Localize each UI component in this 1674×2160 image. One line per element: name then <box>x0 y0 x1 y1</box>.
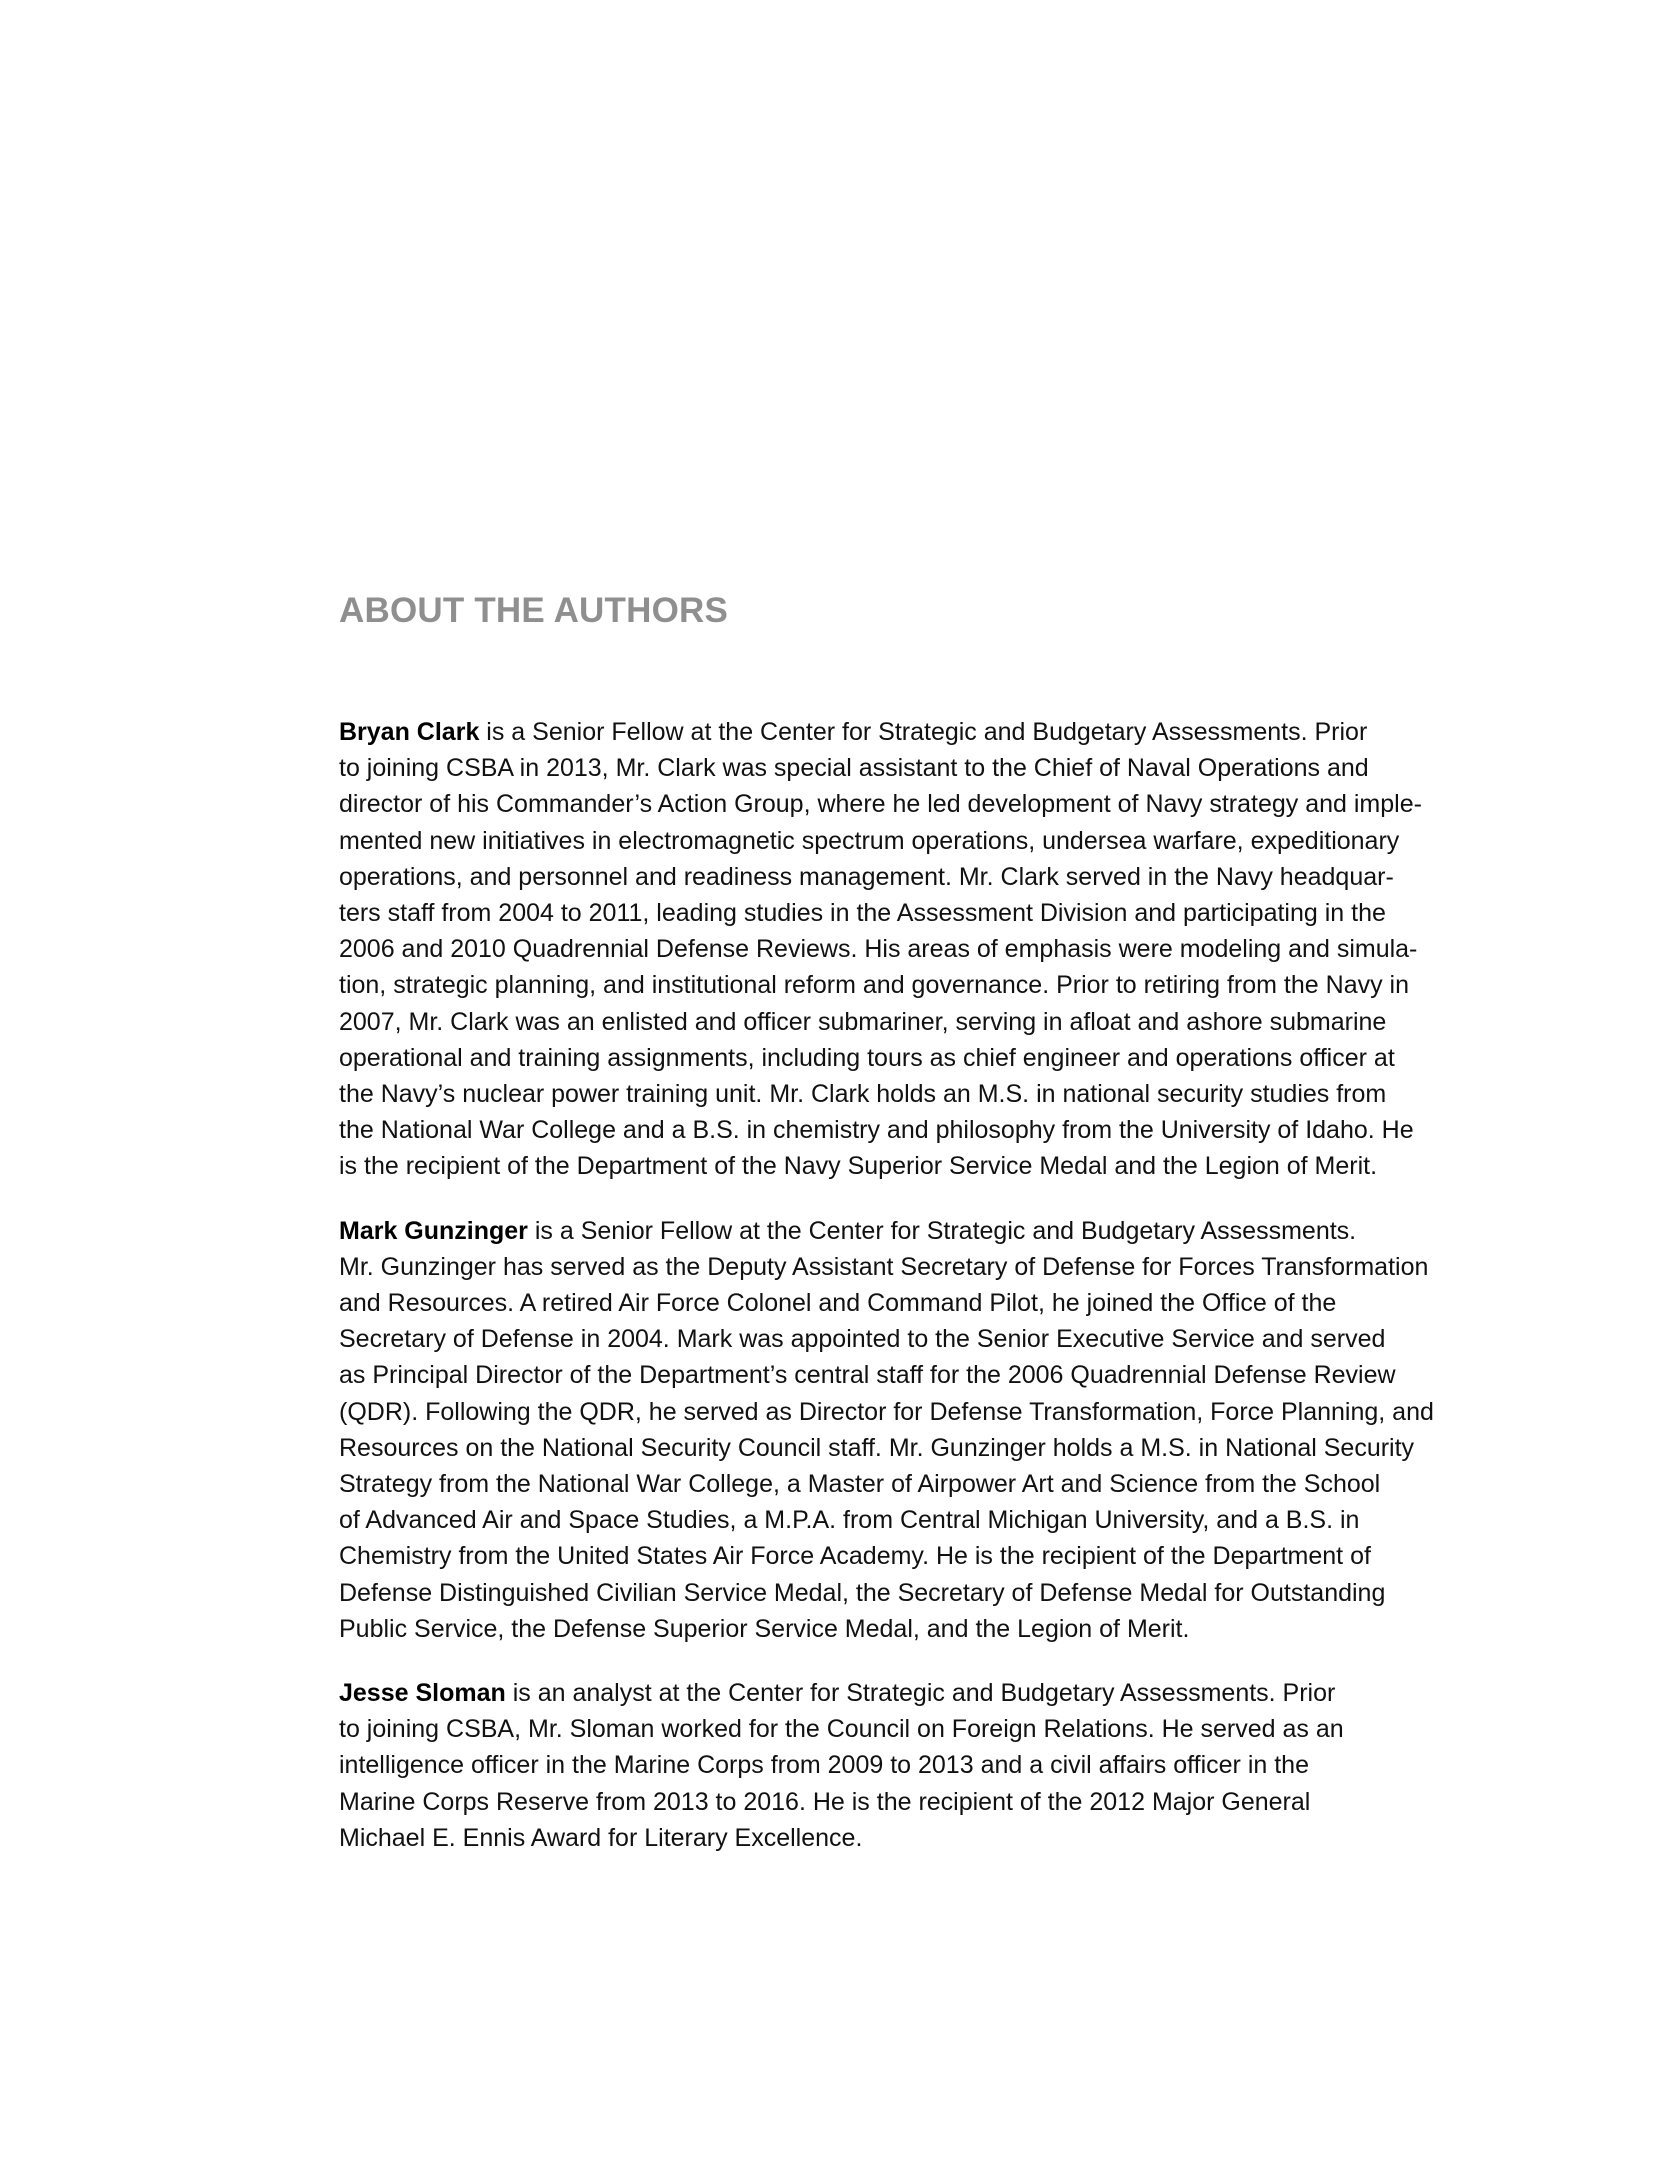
bio-line: to joining CSBA, Mr. Sloman worked for the Council on Foreign Relations. He served as an <box>339 1715 1344 1744</box>
bio-line: director of his Commander’s Action Group, where he led development of Navy strategy and imple- <box>339 790 1422 819</box>
author-name: Bryan Clark <box>339 718 480 746</box>
bio-text: is a Senior Fellow at the Center for Strategic and Budgetary Assessments. Prior <box>479 718 1368 746</box>
bio-line: as Principal Director of the Department’s central staff for the 2006 Quadrennial Defense Review <box>339 1361 1396 1390</box>
author-bio-mark-gunzinger <box>339 1213 1529 1647</box>
bio-line: mented new initiatives in electromagnetic spectrum operations, undersea warfare, expeditionary <box>339 826 1400 855</box>
bio-line: Chemistry from the United States Air Force Academy. He is the recipient of the Department of <box>339 1542 1371 1571</box>
bio-line: intelligence officer in the Marine Corps from 2009 to 2013 and a civil affairs officer in the <box>339 1751 1309 1780</box>
bio-line <box>339 1675 1529 1711</box>
bio-line: 2006 and 2010 Quadrennial Defense Reviews. His areas of emphasis were modeling and simula- <box>339 935 1418 964</box>
author-bio-jesse-sloman <box>339 1675 1529 1856</box>
section-heading: ABOUT THE AUTHORS <box>339 591 729 630</box>
bio-line: ters staff from 2004 to 2011, leading studies in the Assessment Division and participating in the <box>339 899 1386 928</box>
bio-line: operations, and personnel and readiness management. Mr. Clark served in the Navy headquar- <box>339 862 1394 891</box>
bio-line: Defense Distinguished Civilian Service Medal, the Secretary of Defense Medal for Outstanding <box>339 1578 1386 1607</box>
author-name: Mark Gunzinger <box>339 1216 528 1245</box>
author-name: Jesse Sloman <box>339 1679 506 1708</box>
bio-line: 2007, Mr. Clark was an enlisted and officer submariner, serving in afloat and ashore submarine <box>339 1007 1387 1036</box>
bio-line: Resources on the National Security Council staff. Mr. Gunzinger holds a M.S. in National Security <box>339 1433 1415 1462</box>
bio-line: the National War College and a B.S. in chemistry and philosophy from the University of Idaho. He <box>339 1116 1414 1145</box>
bio-line: of Advanced Air and Space Studies, a M.P.A. from Central Michigan University, and a B.S. in <box>339 1506 1360 1535</box>
bio-text: is a Senior Fellow at the Center for Strategic and Budgetary Assessments. <box>527 1216 1357 1245</box>
bio-line: Michael E. Ennis Award for Literary Excellence. <box>339 1823 863 1852</box>
bio-line: Strategy from the National War College, a Master of Airpower Art and Science from the School <box>339 1470 1381 1499</box>
bio-line: is the recipient of the Department of the Navy Superior Service Medal and the Legion of Merit. <box>339 1152 1378 1181</box>
bio-line: Mr. Gunzinger has served as the Deputy Assistant Secretary of Defense for Forces Transformation <box>339 1252 1429 1281</box>
bio-text: is an analyst at the Center for Strategic and Budgetary Assessments. Prior <box>505 1679 1336 1708</box>
bio-line <box>339 714 1529 750</box>
bio-line <box>339 1213 1529 1249</box>
bio-line: tion, strategic planning, and institutional reform and governance. Prior to retiring from the Navy in <box>339 971 1409 1000</box>
author-bio-bryan-clark <box>339 714 1529 1185</box>
bio-line: to joining CSBA in 2013, Mr. Clark was special assistant to the Chief of Naval Operations and <box>339 754 1369 783</box>
bio-line: operational and training assignments, including tours as chief engineer and operations officer at <box>339 1043 1395 1072</box>
author-bios <box>339 714 1529 1884</box>
bio-line: Public Service, the Defense Superior Service Medal, and the Legion of Merit. <box>339 1614 1190 1643</box>
bio-line: and Resources. A retired Air Force Colonel and Command Pilot, he joined the Office of the <box>339 1289 1337 1318</box>
bio-line: the Navy’s nuclear power training unit. Mr. Clark holds an M.S. in national security studies from <box>339 1080 1387 1109</box>
bio-line: Marine Corps Reserve from 2013 to 2016. He is the recipient of the 2012 Major General <box>339 1787 1311 1816</box>
bio-line: (QDR). Following the QDR, he served as Director for Defense Transformation, Force Planning, and <box>339 1397 1434 1426</box>
bio-line: Secretary of Defense in 2004. Mark was appointed to the Senior Executive Service and served <box>339 1325 1386 1354</box>
